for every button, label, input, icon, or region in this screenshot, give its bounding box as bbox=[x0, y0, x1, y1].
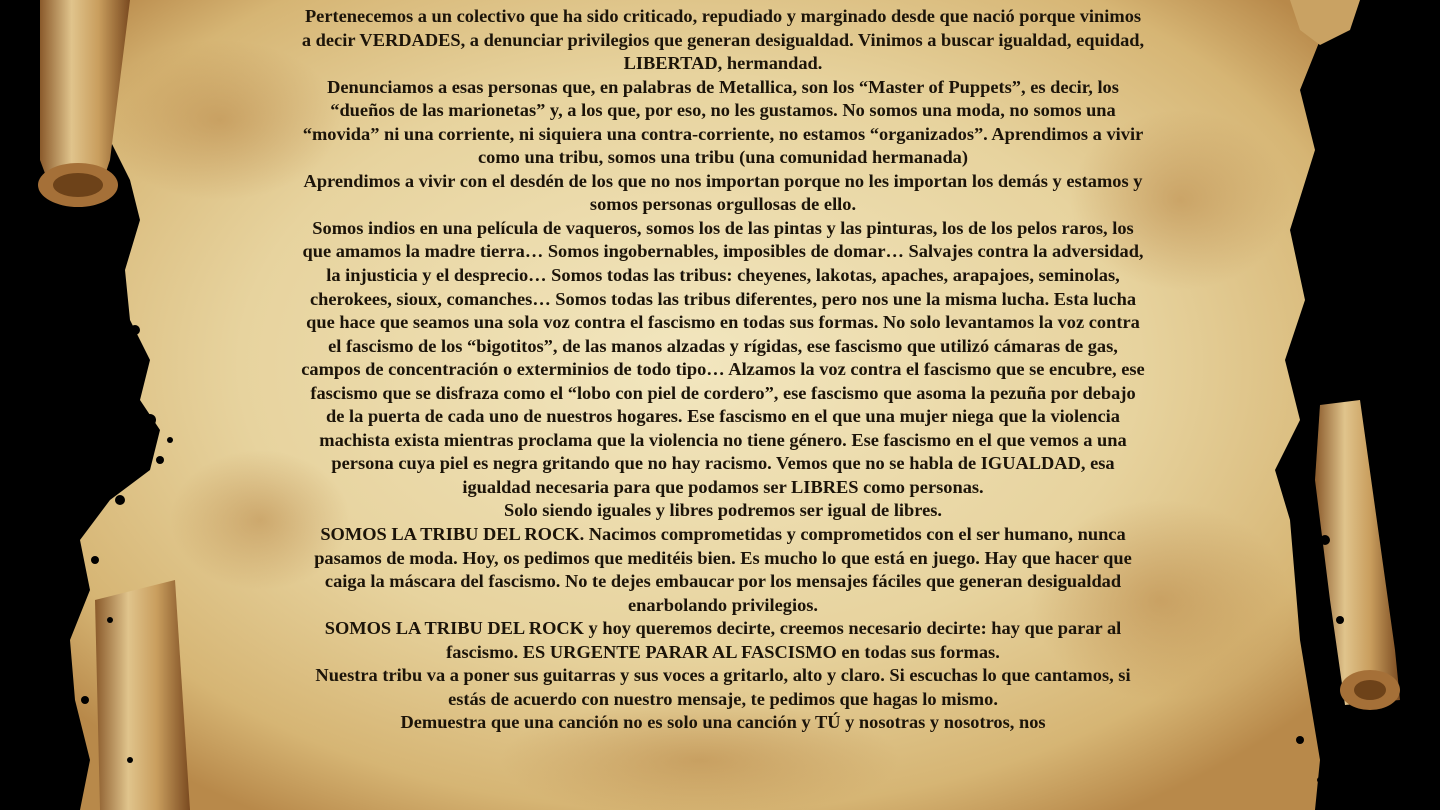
left-bottom-roll bbox=[95, 580, 190, 810]
paragraph: Denunciamos a esas personas que, en palabras de Metallica, son los “Master of Puppets”, es decir, los “dueños de las marionetas” y, a los que, por eso, no les gustamos. No somos una moda, no somos una “movida” ni una corriente, ni siquiera una contra-corriente, no estamos “organizados”. Aprendimos a vivir como una tribu, somos una tribu (una comunidad hermanada) bbox=[302, 76, 1144, 168]
paragraph: Somos indios en una película de vaqueros, somos los de las pintas y las pinturas, los de los pelos raros, los que amamos la madre tierra… Somos ingobernables, imposibles de domar… Salvajes contra la adversidad, la injusticia y el desprecio… Somos todas las tribus: cheyenes, lakotas, apaches, arapajoes, seminolas, cherokees, sioux, comanches… Somos todas las tribus diferentes, pero nos une la misma lucha. Esta lucha que hace que seamos una sola voz contra el fascismo en todas sus formas. No solo levantamos la voz contra el fascismo de los “bigotitos”, de las manos alzadas y rígidas, ese fascismo que utilizó cámaras de gas, campos de concentración o exterminios de todo tipo… Alzamos la voz contra el fascismo que se encubre, ese fascismo que se disfraza como el “lobo con piel de cordero”, ese fascismo que asoma la pezuña por debajo de la puerta de cada uno de nuestros hogares. Ese fascismo en el que una mujer niega que la violencia machista exista mientras proclama que la violencia no tiene género. Ese fascismo en el que vemos a una persona cuya piel es negra gritando que no hay racismo. Vemos que no se habla de IGUALDAD, esa igualdad necesaria para que podamos ser LIBRES como personas. bbox=[301, 217, 1145, 497]
paragraph: Aprendimos a vivir con el desdén de los que no nos importan porque no les importan los demás y estamos y somos personas orgullosas de ello. bbox=[303, 170, 1143, 215]
scroll-text bbox=[300, 0, 1146, 810]
left-scroll-roll bbox=[38, 0, 130, 207]
paragraph: SOMOS LA TRIBU DEL ROCK. Nacimos comprometidas y comprometidos con el ser humano, nunca pasamos de moda. Hoy, os pedimos que meditéis bien. Es mucho lo que está en juego. Hay que hacer que caiga la máscara del fascismo. No te dejes embaucar por los mensajes fáciles que generan desigualdad enarbolando privilegios. bbox=[314, 524, 1132, 615]
paragraph: SOMOS LA TRIBU DEL ROCK y hoy queremos decirte, creemos necesario decirte: hay que parar al fascismo. ES URGENTE PARAR AL FASCISMO en todas sus formas. bbox=[324, 618, 1122, 662]
right-scroll-roll bbox=[1315, 400, 1400, 710]
paragraph: Nuestra tribu va a poner sus guitarras y sus voces a gritarlo, alto y claro. Si escuchas lo que cantamos, si estás de acuerdo con nuestro mensaje, te pedimos que hagas lo mismo. bbox=[315, 665, 1131, 709]
paragraph: Solo siendo iguales y libres podremos ser igual de libres. bbox=[503, 500, 943, 521]
paragraph: Demuestra que una canción no es solo una canción y TÚ y nosotras y nosotros, nos bbox=[400, 712, 1046, 733]
paragraph: Pertenecemos a un colectivo que ha sido criticado, repudiado y marginado desde que nació porque vinimos a decir VERDADES, a denunciar privilegios que generan desigualdad. Vinimos a buscar igualdad, equidad, LIBERTAD, hermandad. bbox=[301, 6, 1145, 74]
